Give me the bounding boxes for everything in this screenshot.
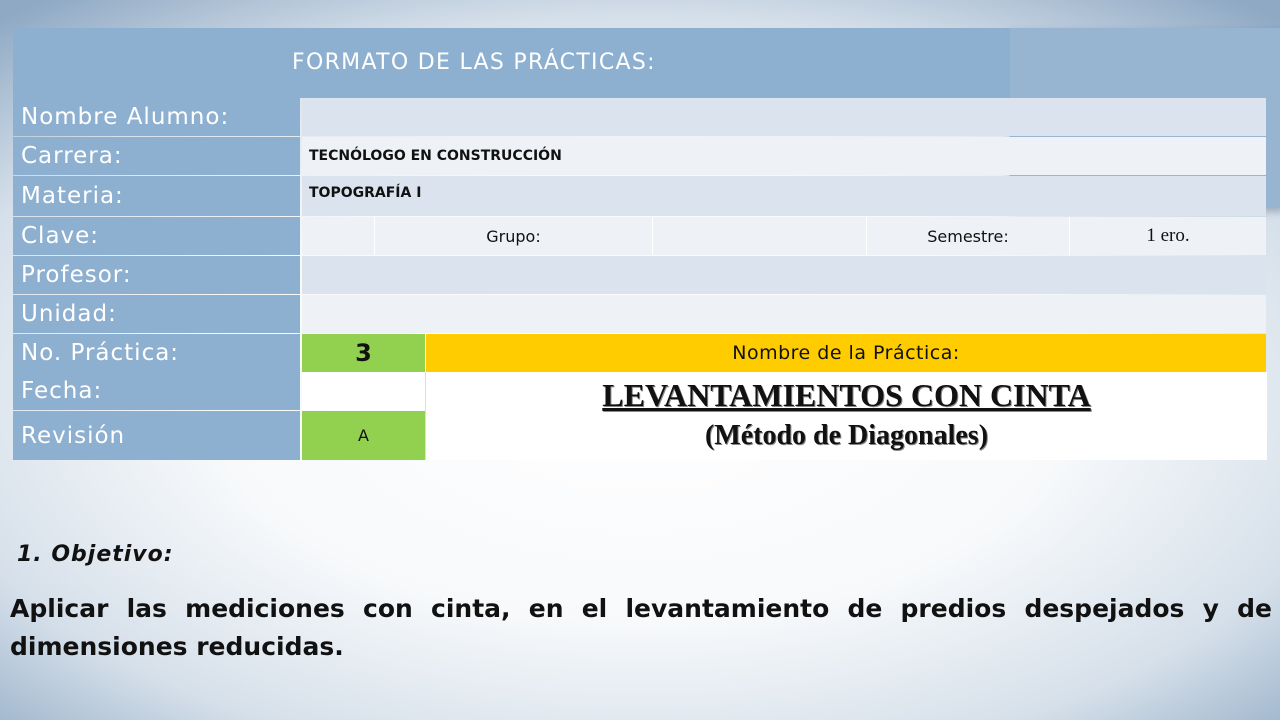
no-practica-label: No. Práctica: [13, 334, 300, 372]
row-materia [13, 176, 1266, 216]
revision-label: Revisión [13, 411, 300, 460]
row-fecha [13, 372, 425, 410]
row-unidad [13, 295, 1266, 333]
unidad-label: Unidad: [13, 295, 300, 333]
carrera-value: TECNÓLOGO EN CONSTRUCCIÓN [309, 148, 562, 164]
profesor-label: Profesor: [13, 256, 300, 294]
nombre-alumno-field[interactable] [302, 98, 1266, 136]
practice-title-box [425, 372, 1267, 460]
materia-value: TOPOGRAFÍA I [309, 185, 422, 201]
clave-label: Clave: [13, 217, 300, 255]
fecha-label: Fecha: [13, 372, 300, 410]
clave-field[interactable] [302, 217, 374, 255]
semestre-value: 1 ero. [1146, 225, 1190, 246]
row-nombre-alumno [13, 98, 1266, 136]
materia-field[interactable] [302, 176, 1266, 216]
practice-subtitle: (Método de Diagonales) [704, 420, 989, 451]
grupo-label: Grupo: [374, 217, 652, 255]
grupo-field[interactable] [652, 217, 866, 255]
fecha-field[interactable] [302, 372, 425, 410]
row-carrera [13, 137, 1266, 175]
revision-value[interactable]: A [302, 411, 425, 460]
semestre-label: Semestre: [866, 217, 1069, 255]
materia-label: Materia: [13, 176, 300, 216]
unidad-field[interactable] [302, 295, 1266, 333]
row-clave [13, 217, 1266, 255]
semestre-field[interactable] [1069, 217, 1266, 255]
profesor-field[interactable] [302, 256, 1266, 294]
form-title: FORMATO DE LAS PRÁCTICAS: [292, 50, 656, 75]
practice-title: LEVANTAMIENTOS CON CINTA [602, 377, 1091, 413]
nombre-practica-label: Nombre de la Práctica: [425, 334, 1266, 372]
carrera-field[interactable] [302, 137, 1266, 175]
no-practica-value[interactable]: 3 [302, 334, 425, 372]
row-profesor [13, 256, 1266, 294]
nombre-alumno-label: Nombre Alumno: [13, 98, 300, 136]
objective-heading: 1. Objetivo: [17, 542, 174, 567]
row-revision [13, 411, 425, 460]
row-no-practica [13, 334, 1266, 372]
carrera-label: Carrera: [13, 137, 300, 175]
objective-text: Aplicar las mediciones con cinta, en el levantamiento de predios despejados y de dimensiones reducidas. [10, 594, 1272, 661]
